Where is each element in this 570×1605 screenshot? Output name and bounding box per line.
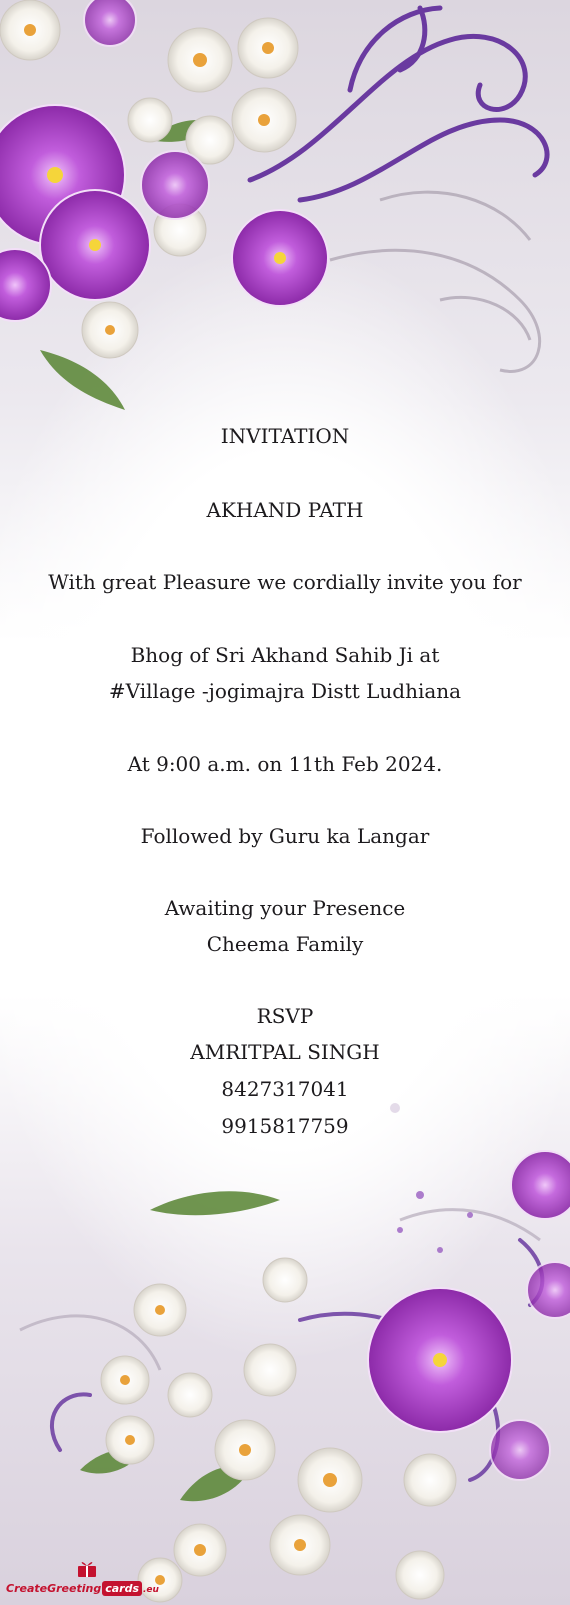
event-name: AKHAND PATH bbox=[206, 498, 364, 522]
bottom-purple-flowers bbox=[368, 1151, 570, 1480]
brand-box: cards bbox=[102, 1581, 142, 1596]
ceremony: Bhog of Sri Akhand Sahib Ji at bbox=[130, 643, 440, 667]
brand-logo[interactable] bbox=[4, 1569, 159, 1599]
venue: #Village -jogimajra Distt Ludhiana bbox=[108, 679, 462, 703]
rsvp-label: RSVP bbox=[256, 1004, 314, 1028]
date-time: At 9:00 a.m. on 11th Feb 2024. bbox=[127, 752, 443, 776]
followed-by: Followed by Guru ka Langar bbox=[140, 824, 430, 848]
rsvp-name: AMRITPAL SINGH bbox=[190, 1040, 380, 1064]
brand-tld: .eu bbox=[143, 1585, 159, 1595]
phone-2: 9915817759 bbox=[221, 1114, 349, 1138]
host: Cheema Family bbox=[206, 932, 364, 956]
gift-icon bbox=[76, 1559, 98, 1577]
brand-name: CreateGreeting cards .eu bbox=[6, 1582, 159, 1595]
closing: Awaiting your Presence bbox=[164, 896, 406, 920]
phone-1: 8427317041 bbox=[221, 1077, 349, 1101]
heading: INVITATION bbox=[220, 424, 350, 448]
greeting: With great Pleasure we cordially invite you for bbox=[48, 570, 522, 594]
